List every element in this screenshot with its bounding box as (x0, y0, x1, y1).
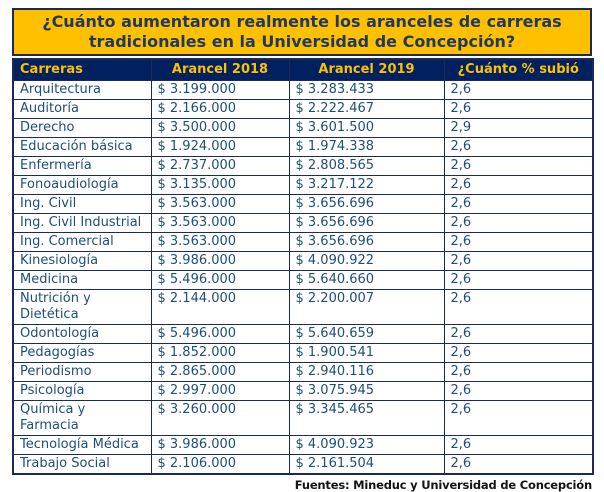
arancel-2018-cell: $ 2.737.000 (151, 156, 289, 175)
table-row (13, 194, 593, 213)
column-header-percent-subio: ¿Cuánto % subió (444, 59, 593, 80)
career-cell: Pedagogías (13, 343, 151, 362)
arancel-2019-cell: $ 3.656.696 (289, 232, 444, 251)
header-row (13, 59, 593, 80)
percent-cell: 2,6 (444, 137, 593, 156)
percent-cell: 2,6 (444, 99, 593, 118)
career-cell: Arquitectura (13, 80, 151, 99)
arancel-2019-cell: $ 4.090.923 (289, 435, 444, 454)
table-header (13, 59, 593, 80)
arancel-2018-cell: $ 1.924.000 (151, 137, 289, 156)
table-row (13, 343, 593, 362)
arancel-2018-cell: $ 3.199.000 (151, 80, 289, 99)
arancel-2018-cell: $ 3.986.000 (151, 435, 289, 454)
career-cell: Periodismo (13, 362, 151, 381)
table-row (13, 118, 593, 137)
arancel-2019-cell: $ 2.940.116 (289, 362, 444, 381)
table-row (13, 137, 593, 156)
arancel-2019-cell: $ 5.640.660 (289, 270, 444, 289)
arancel-2019-cell: $ 3.217.122 (289, 175, 444, 194)
career-cell: Química y Farmacia (13, 400, 151, 435)
page-title: ¿Cuánto aumentaron realmente los aranceles de carreras tradicionales en la Universidad de Concepción? (12, 8, 592, 56)
table-row (13, 232, 593, 251)
arancel-2018-cell: $ 1.852.000 (151, 343, 289, 362)
table-row (13, 175, 593, 194)
table-row (13, 289, 593, 324)
arancel-2019-cell: $ 5.640.659 (289, 324, 444, 343)
arancel-2019-cell: $ 2.200.007 (289, 289, 444, 324)
arancel-2018-cell: $ 3.563.000 (151, 213, 289, 232)
career-cell: Fonoaudiología (13, 175, 151, 194)
career-cell: Medicina (13, 270, 151, 289)
arancel-2018-cell: $ 3.986.000 (151, 251, 289, 270)
percent-cell: 2,6 (444, 289, 593, 324)
career-cell: Ing. Civil (13, 194, 151, 213)
career-cell: Derecho (13, 118, 151, 137)
career-cell: Auditoría (13, 99, 151, 118)
percent-cell: 2,6 (444, 251, 593, 270)
percent-cell: 2,6 (444, 156, 593, 175)
career-cell: Tecnología Médica (13, 435, 151, 454)
percent-cell: 2,6 (444, 454, 593, 474)
table-row (13, 381, 593, 400)
percent-cell: 2,6 (444, 343, 593, 362)
table-body (13, 80, 593, 474)
percent-cell: 2,6 (444, 324, 593, 343)
arancel-2019-cell: $ 3.601.500 (289, 118, 444, 137)
arancel-2018-cell: $ 2.106.000 (151, 454, 289, 474)
table-row (13, 251, 593, 270)
percent-cell: 2,6 (444, 194, 593, 213)
table-row (13, 400, 593, 435)
column-header-arancel-2019: Arancel 2019 (289, 59, 444, 80)
arancel-2018-cell: $ 2.166.000 (151, 99, 289, 118)
arancel-2018-cell: $ 3.500.000 (151, 118, 289, 137)
percent-cell: 2,6 (444, 80, 593, 99)
percent-cell: 2,6 (444, 362, 593, 381)
arancel-2019-cell: $ 1.974.338 (289, 137, 444, 156)
arancel-2018-cell: $ 2.865.000 (151, 362, 289, 381)
arancel-2019-cell: $ 2.808.565 (289, 156, 444, 175)
percent-cell: 2,6 (444, 400, 593, 435)
column-header-arancel-2018: Arancel 2018 (151, 59, 289, 80)
arancel-2019-cell: $ 3.656.696 (289, 194, 444, 213)
arancel-2018-cell: $ 2.997.000 (151, 381, 289, 400)
arancel-2018-cell: $ 5.496.000 (151, 270, 289, 289)
table-row (13, 324, 593, 343)
source-note: Fuentes: Mineduc y Universidad de Concepción (294, 477, 592, 492)
arancel-2019-cell: $ 4.090.922 (289, 251, 444, 270)
percent-cell: 2,9 (444, 118, 593, 137)
percent-cell: 2,6 (444, 175, 593, 194)
career-cell: Psicología (13, 381, 151, 400)
arancel-2019-cell: $ 3.656.696 (289, 213, 444, 232)
arancel-2018-cell: $ 5.496.000 (151, 324, 289, 343)
column-header-carreras: Carreras (13, 59, 151, 80)
table-row (13, 156, 593, 175)
infographic (12, 8, 592, 492)
percent-cell: 2,6 (444, 435, 593, 454)
career-cell: Kinesiología (13, 251, 151, 270)
arancel-2019-cell: $ 2.161.504 (289, 454, 444, 474)
career-cell: Trabajo Social (13, 454, 151, 474)
percent-cell: 2,6 (444, 270, 593, 289)
arancel-2019-cell: $ 1.900.541 (289, 343, 444, 362)
percent-cell: 2,6 (444, 213, 593, 232)
arancel-2018-cell: $ 3.563.000 (151, 232, 289, 251)
arancel-2018-cell: $ 3.260.000 (151, 400, 289, 435)
career-cell: Enfermería (13, 156, 151, 175)
percent-cell: 2,6 (444, 232, 593, 251)
arancel-2019-cell: $ 3.345.465 (289, 400, 444, 435)
career-cell: Ing. Civil Industrial (13, 213, 151, 232)
table-row (13, 99, 593, 118)
arancel-2019-cell: $ 3.283.433 (289, 80, 444, 99)
table-row (13, 270, 593, 289)
table-row (13, 435, 593, 454)
arancel-2018-cell: $ 3.563.000 (151, 194, 289, 213)
career-cell: Odontología (13, 324, 151, 343)
tuition-table (12, 58, 594, 475)
arancel-2019-cell: $ 2.222.467 (289, 99, 444, 118)
percent-cell: 2,6 (444, 381, 593, 400)
career-cell: Educación básica (13, 137, 151, 156)
table-row (13, 362, 593, 381)
table-row (13, 213, 593, 232)
career-cell: Nutrición y Dietética (13, 289, 151, 324)
table-row (13, 80, 593, 99)
career-cell: Ing. Comercial (13, 232, 151, 251)
arancel-2018-cell: $ 2.144.000 (151, 289, 289, 324)
arancel-2018-cell: $ 3.135.000 (151, 175, 289, 194)
arancel-2019-cell: $ 3.075.945 (289, 381, 444, 400)
